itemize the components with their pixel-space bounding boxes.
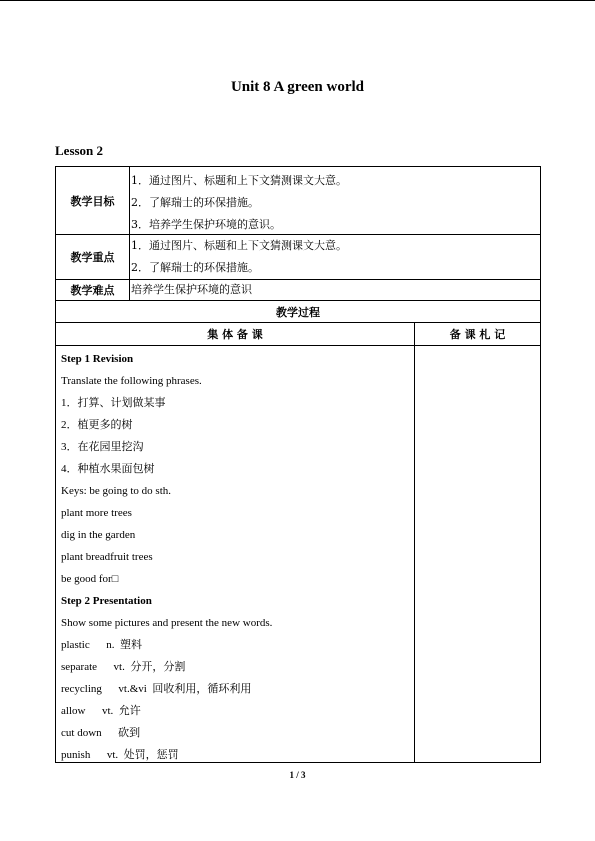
objective-item: 2．了解瑞士的环保措施。 <box>131 196 259 209</box>
step1-line: dig in the garden <box>61 529 136 541</box>
vocab-item: punish vt. 处罚，惩罚 <box>61 749 179 761</box>
objective-item: 1．通过图片、标题和上下文猜测课文大意。 <box>131 174 347 187</box>
row-divider <box>56 322 540 323</box>
vocab-item: recycling vt.&vi 回收利用，循环利用 <box>61 683 252 695</box>
objective-item: 3．培养学生保护环境的意识。 <box>131 218 281 231</box>
lesson-plan-table <box>55 166 541 763</box>
step1-heading: Step 1 Revision <box>61 353 134 365</box>
objectives-label: 教学目标 <box>70 194 115 208</box>
notes-heading: 备 课 札 记 <box>449 328 506 341</box>
lesson-heading: Lesson 2 <box>55 143 104 158</box>
step1-line: 4．种植水果面包树 <box>61 463 155 475</box>
key-points-label: 教学重点 <box>70 250 115 264</box>
row-divider <box>56 345 540 346</box>
page-number: 1 / 3 <box>289 770 306 780</box>
label-column-divider <box>129 167 130 300</box>
vocab-item: allow vt. 允许 <box>61 705 141 717</box>
step1-line: 2．植更多的树 <box>61 419 133 431</box>
key-point-item: 1．通过图片、标题和上下文猜测课文大意。 <box>131 239 347 252</box>
difficulties-text: 培养学生保护环境的意识 <box>131 283 252 296</box>
step1-line: Keys: be going to do sth. <box>61 485 171 497</box>
row-divider <box>56 300 540 301</box>
vocab-item: plastic n. 塑料 <box>61 639 142 651</box>
process-heading: 教学过程 <box>276 306 320 319</box>
notes-column-divider <box>414 322 415 762</box>
group-planning-heading: 集 体 备 课 <box>207 328 263 341</box>
vocab-item: cut down 砍到 <box>61 727 141 739</box>
vocab-item: separate vt. 分开，分割 <box>61 661 186 673</box>
step1-line: Translate the following phrases. <box>61 375 202 387</box>
key-point-item: 2．了解瑞士的环保措施。 <box>131 261 259 274</box>
step2-intro: Show some pictures and present the new words. <box>61 617 273 629</box>
step1-line: be good for□ <box>61 573 119 585</box>
step1-line: 3．在花园里挖沟 <box>61 441 144 453</box>
top-rule <box>0 0 595 1</box>
difficulties-label: 教学难点 <box>70 283 115 297</box>
step1-line: plant more trees <box>61 507 132 519</box>
step1-line: 1．打算、计划做某事 <box>61 397 166 409</box>
page-title: Unit 8 A green world <box>230 79 365 95</box>
step2-heading: Step 2 Presentation <box>61 595 152 607</box>
step1-line: plant breadfruit trees <box>61 551 153 563</box>
